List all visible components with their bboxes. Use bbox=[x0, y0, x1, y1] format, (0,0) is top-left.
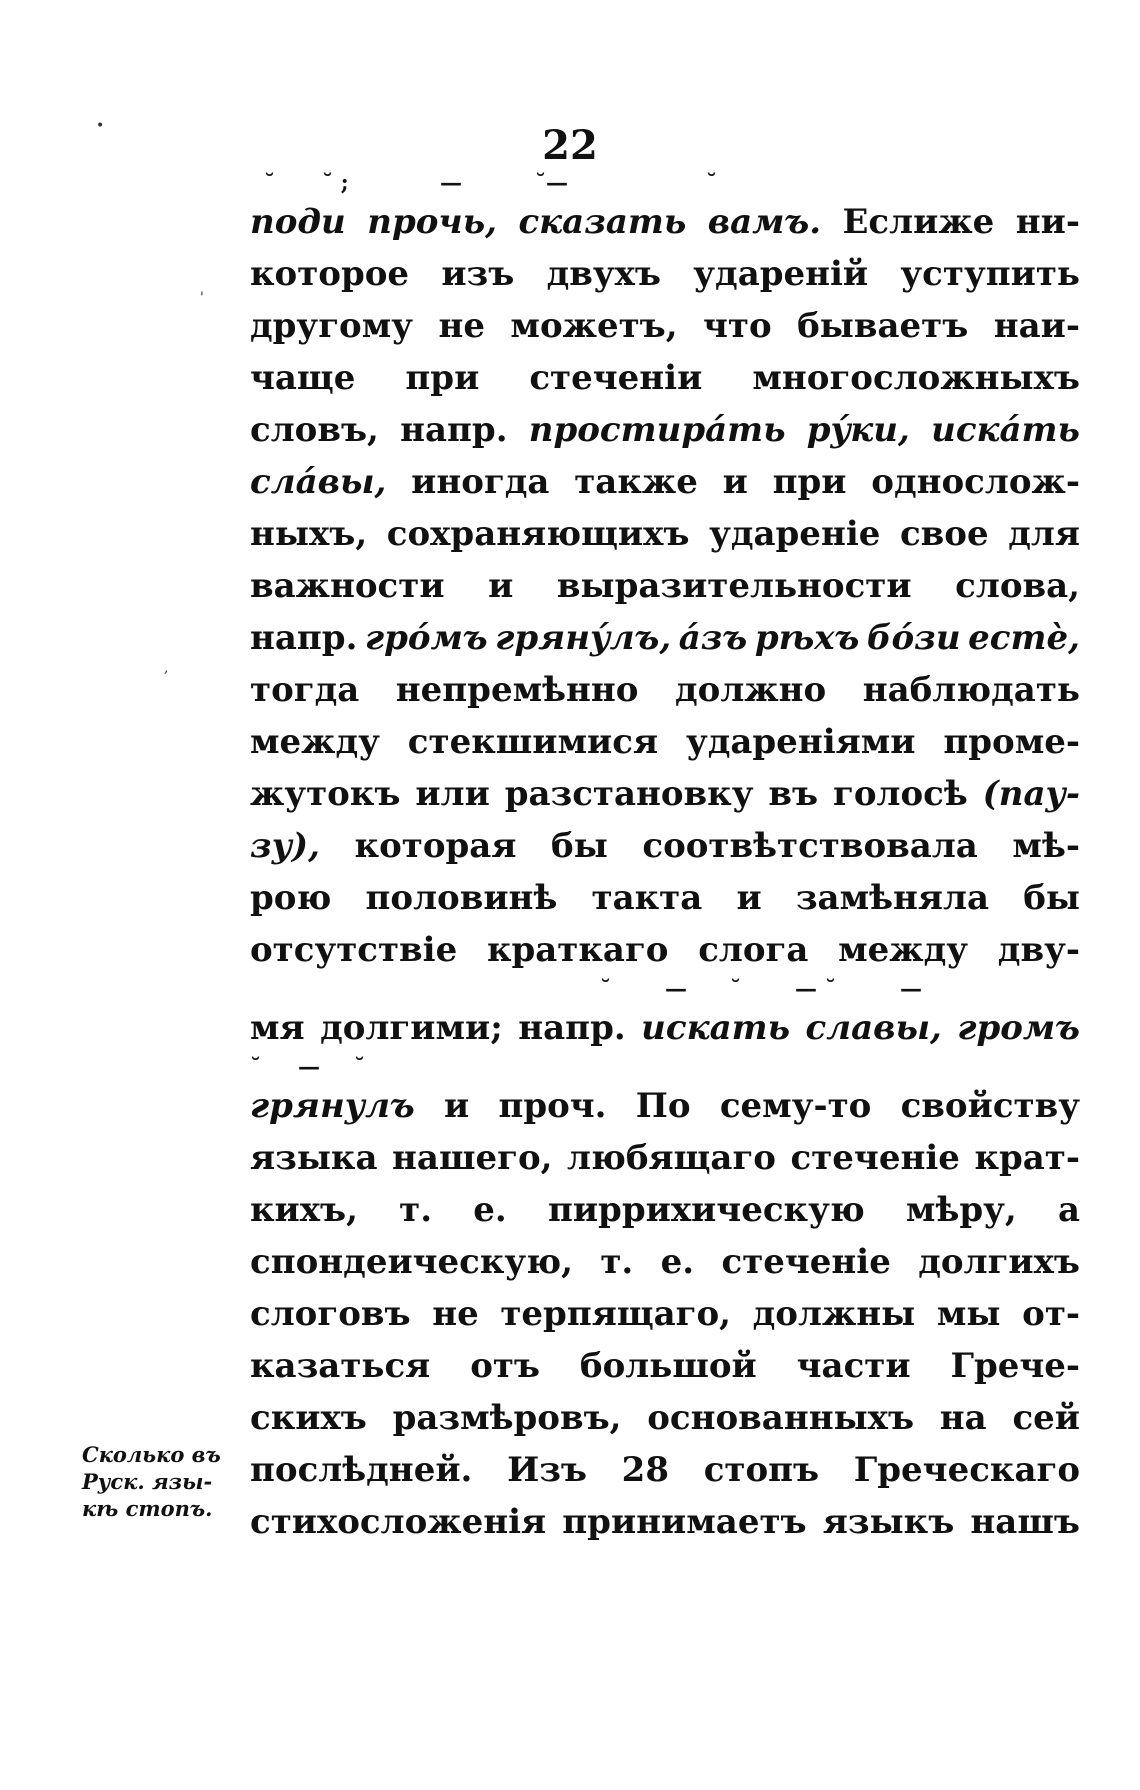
word: между bbox=[250, 722, 380, 762]
meter-marks-top: ˘ ˘ ; — ˘— ˘ bbox=[264, 170, 717, 196]
word: при bbox=[772, 462, 847, 502]
word: ни- bbox=[1015, 202, 1080, 242]
word: слога bbox=[698, 930, 809, 970]
word: пиррихическую bbox=[547, 1190, 865, 1230]
text-line bbox=[250, 1340, 1080, 1392]
word: уступить bbox=[900, 254, 1080, 294]
word: спондеическую, bbox=[250, 1242, 573, 1282]
word: скихъ bbox=[250, 1398, 367, 1438]
word: громъ bbox=[957, 1008, 1080, 1048]
speck: , bbox=[164, 660, 169, 676]
text-line bbox=[250, 820, 1080, 872]
word: что bbox=[703, 306, 772, 346]
speck: • bbox=[96, 118, 105, 134]
word: прочь, bbox=[367, 202, 497, 242]
word: должны bbox=[752, 1294, 916, 1334]
word: áзъ bbox=[678, 618, 748, 658]
word: непремѣнно bbox=[395, 670, 639, 710]
text-line bbox=[250, 352, 1080, 404]
text-line bbox=[250, 1080, 1080, 1132]
word: удареній bbox=[693, 254, 869, 294]
word: голосѣ bbox=[833, 774, 968, 814]
word: мѣру, bbox=[905, 1190, 1017, 1230]
word: жутокъ bbox=[250, 774, 401, 814]
word: нашъ bbox=[970, 1502, 1080, 1542]
text-line bbox=[250, 456, 1080, 508]
meter-marks-mid: ˘ — ˘ — ˘ — bbox=[600, 976, 922, 1002]
text-line bbox=[250, 768, 1080, 820]
word: тогда bbox=[250, 670, 360, 710]
word: и bbox=[488, 566, 514, 606]
word: бываетъ bbox=[797, 306, 969, 346]
text-line bbox=[250, 664, 1080, 716]
word: стопъ bbox=[703, 1450, 820, 1490]
word: дву- bbox=[997, 930, 1080, 970]
word: многосложныхъ bbox=[752, 358, 1080, 398]
word: половинѣ bbox=[365, 878, 558, 918]
word: слова, bbox=[955, 566, 1080, 606]
word: на bbox=[939, 1398, 987, 1438]
word: напр. bbox=[518, 1008, 626, 1048]
word: мѣ- bbox=[1012, 826, 1080, 866]
word: сему-то bbox=[719, 1086, 872, 1126]
text-line bbox=[250, 1496, 1080, 1548]
word: долгихъ bbox=[918, 1242, 1080, 1282]
word: искать bbox=[641, 1008, 791, 1048]
margin-note-line: Руск. язы- bbox=[82, 1469, 213, 1494]
text-line bbox=[250, 1392, 1080, 1444]
word: отсутствіе bbox=[250, 930, 458, 970]
text-line bbox=[250, 560, 1080, 612]
word: грóмъ bbox=[365, 618, 488, 658]
word: удареніе bbox=[709, 514, 881, 554]
word: стеченіе bbox=[790, 1138, 960, 1178]
word: от- bbox=[1022, 1294, 1080, 1334]
word: Изъ bbox=[507, 1450, 587, 1490]
word: искáть bbox=[931, 410, 1080, 450]
word: разстановку bbox=[504, 774, 754, 814]
word: принимаетъ bbox=[562, 1502, 807, 1542]
word: любящаго bbox=[567, 1138, 776, 1178]
margin-note bbox=[82, 1441, 232, 1522]
word: свое bbox=[899, 514, 989, 554]
word: е. bbox=[473, 1190, 507, 1230]
word: т. bbox=[600, 1242, 634, 1282]
word: краткаго bbox=[486, 930, 669, 970]
word: большой bbox=[579, 1346, 757, 1386]
word: рýки, bbox=[806, 410, 910, 450]
word: словъ, bbox=[250, 410, 379, 450]
word: наи- bbox=[993, 306, 1080, 346]
word: замѣняла bbox=[795, 878, 990, 918]
page-number: 22 bbox=[542, 122, 598, 169]
word: языкъ bbox=[822, 1502, 955, 1542]
word: свойству bbox=[900, 1086, 1080, 1126]
word: грянýлъ, bbox=[495, 618, 672, 658]
word: и bbox=[722, 462, 748, 502]
word: бóзи bbox=[866, 618, 961, 658]
word: соотвѣтствовала bbox=[642, 826, 978, 866]
word: при bbox=[405, 358, 480, 398]
word: должно bbox=[674, 670, 827, 710]
text-line bbox=[250, 1132, 1080, 1184]
word: бы bbox=[1023, 878, 1080, 918]
word: е. bbox=[660, 1242, 695, 1282]
word: Греческаго bbox=[853, 1450, 1080, 1490]
word: не bbox=[438, 306, 485, 346]
word: стихосложенія bbox=[250, 1502, 547, 1542]
word: т. bbox=[399, 1190, 433, 1230]
word: крат- bbox=[974, 1138, 1080, 1178]
word: изъ bbox=[441, 254, 515, 294]
word: напр. bbox=[250, 618, 358, 658]
word: бы bbox=[551, 826, 608, 866]
word: двухъ bbox=[546, 254, 661, 294]
word: терпящаго, bbox=[500, 1294, 732, 1334]
word: для bbox=[1008, 514, 1080, 554]
text-line bbox=[250, 1444, 1080, 1496]
word: естѐ, bbox=[968, 618, 1080, 658]
word: стеченіи bbox=[529, 358, 703, 398]
word: ныхъ, bbox=[250, 514, 368, 554]
text-line bbox=[250, 1184, 1080, 1236]
text-line bbox=[250, 1002, 1080, 1054]
text-line bbox=[250, 300, 1080, 352]
word: поди bbox=[250, 202, 346, 242]
word: а bbox=[1057, 1190, 1080, 1230]
text-line bbox=[250, 612, 1080, 664]
word: или bbox=[415, 774, 490, 814]
word: Еслиже bbox=[842, 202, 995, 242]
word: языка bbox=[250, 1138, 378, 1178]
word: важности bbox=[250, 566, 445, 606]
word: рѣхъ bbox=[754, 618, 860, 658]
word: между bbox=[838, 930, 969, 970]
word: послѣдней. bbox=[250, 1450, 473, 1490]
word: нашего, bbox=[392, 1138, 553, 1178]
word: въ bbox=[768, 774, 819, 814]
word: не bbox=[432, 1294, 479, 1334]
word: грянулъ bbox=[250, 1086, 415, 1126]
word: (пау- bbox=[982, 774, 1080, 814]
word: чаще bbox=[250, 358, 356, 398]
word: слáвы, bbox=[250, 462, 387, 502]
word: сей bbox=[1012, 1398, 1080, 1438]
word: основанныхъ bbox=[647, 1398, 915, 1438]
word: простирáть bbox=[528, 410, 786, 450]
word: казаться bbox=[250, 1346, 431, 1386]
word: и bbox=[443, 1086, 470, 1126]
word: удареніями bbox=[685, 722, 916, 762]
word: такта bbox=[591, 878, 703, 918]
word: вамъ. bbox=[707, 202, 822, 242]
word: также bbox=[574, 462, 698, 502]
word: и bbox=[736, 878, 762, 918]
text-line bbox=[250, 196, 1080, 248]
word: мы bbox=[936, 1294, 1001, 1334]
word: кихъ, bbox=[250, 1190, 358, 1230]
word: По bbox=[635, 1086, 691, 1126]
word: размѣровъ, bbox=[392, 1398, 622, 1438]
word: сказать bbox=[518, 202, 687, 242]
word: Грече- bbox=[950, 1346, 1080, 1386]
text-line bbox=[250, 872, 1080, 924]
word: другому bbox=[250, 306, 414, 346]
word: 28 bbox=[621, 1450, 669, 1490]
word: можетъ, bbox=[510, 306, 678, 346]
text-line bbox=[250, 924, 1080, 976]
text-line bbox=[250, 404, 1080, 456]
body-text bbox=[250, 170, 1080, 1548]
text-line bbox=[250, 248, 1080, 300]
word: стекшимися bbox=[407, 722, 659, 762]
word: зу), bbox=[250, 826, 320, 866]
word: которое bbox=[250, 254, 410, 294]
word: стеченіе bbox=[721, 1242, 891, 1282]
word: выразительности bbox=[556, 566, 912, 606]
word: наблюдать bbox=[862, 670, 1080, 710]
word: иногда bbox=[411, 462, 550, 502]
text-line bbox=[250, 716, 1080, 768]
word: слоговъ bbox=[250, 1294, 411, 1334]
word: отъ bbox=[470, 1346, 541, 1386]
word: славы, bbox=[805, 1008, 942, 1048]
word: проме- bbox=[943, 722, 1080, 762]
margin-note-line: кѣ стопъ. bbox=[82, 1496, 213, 1521]
meter-marks-low: ˘ — ˘ bbox=[250, 1054, 365, 1080]
speck: ' bbox=[200, 290, 204, 306]
text-line bbox=[250, 508, 1080, 560]
word: проч. bbox=[498, 1086, 607, 1126]
word: рою bbox=[250, 878, 332, 918]
word: которая bbox=[354, 826, 517, 866]
text-line bbox=[250, 1288, 1080, 1340]
word: однослож- bbox=[871, 462, 1080, 502]
text-line bbox=[250, 1236, 1080, 1288]
word: долгими; bbox=[320, 1008, 503, 1048]
word: напр. bbox=[400, 410, 508, 450]
margin-note-line: Сколько въ bbox=[82, 1442, 221, 1467]
word: части bbox=[796, 1346, 911, 1386]
word: сохраняющихъ bbox=[386, 514, 690, 554]
word: мя bbox=[250, 1008, 305, 1048]
